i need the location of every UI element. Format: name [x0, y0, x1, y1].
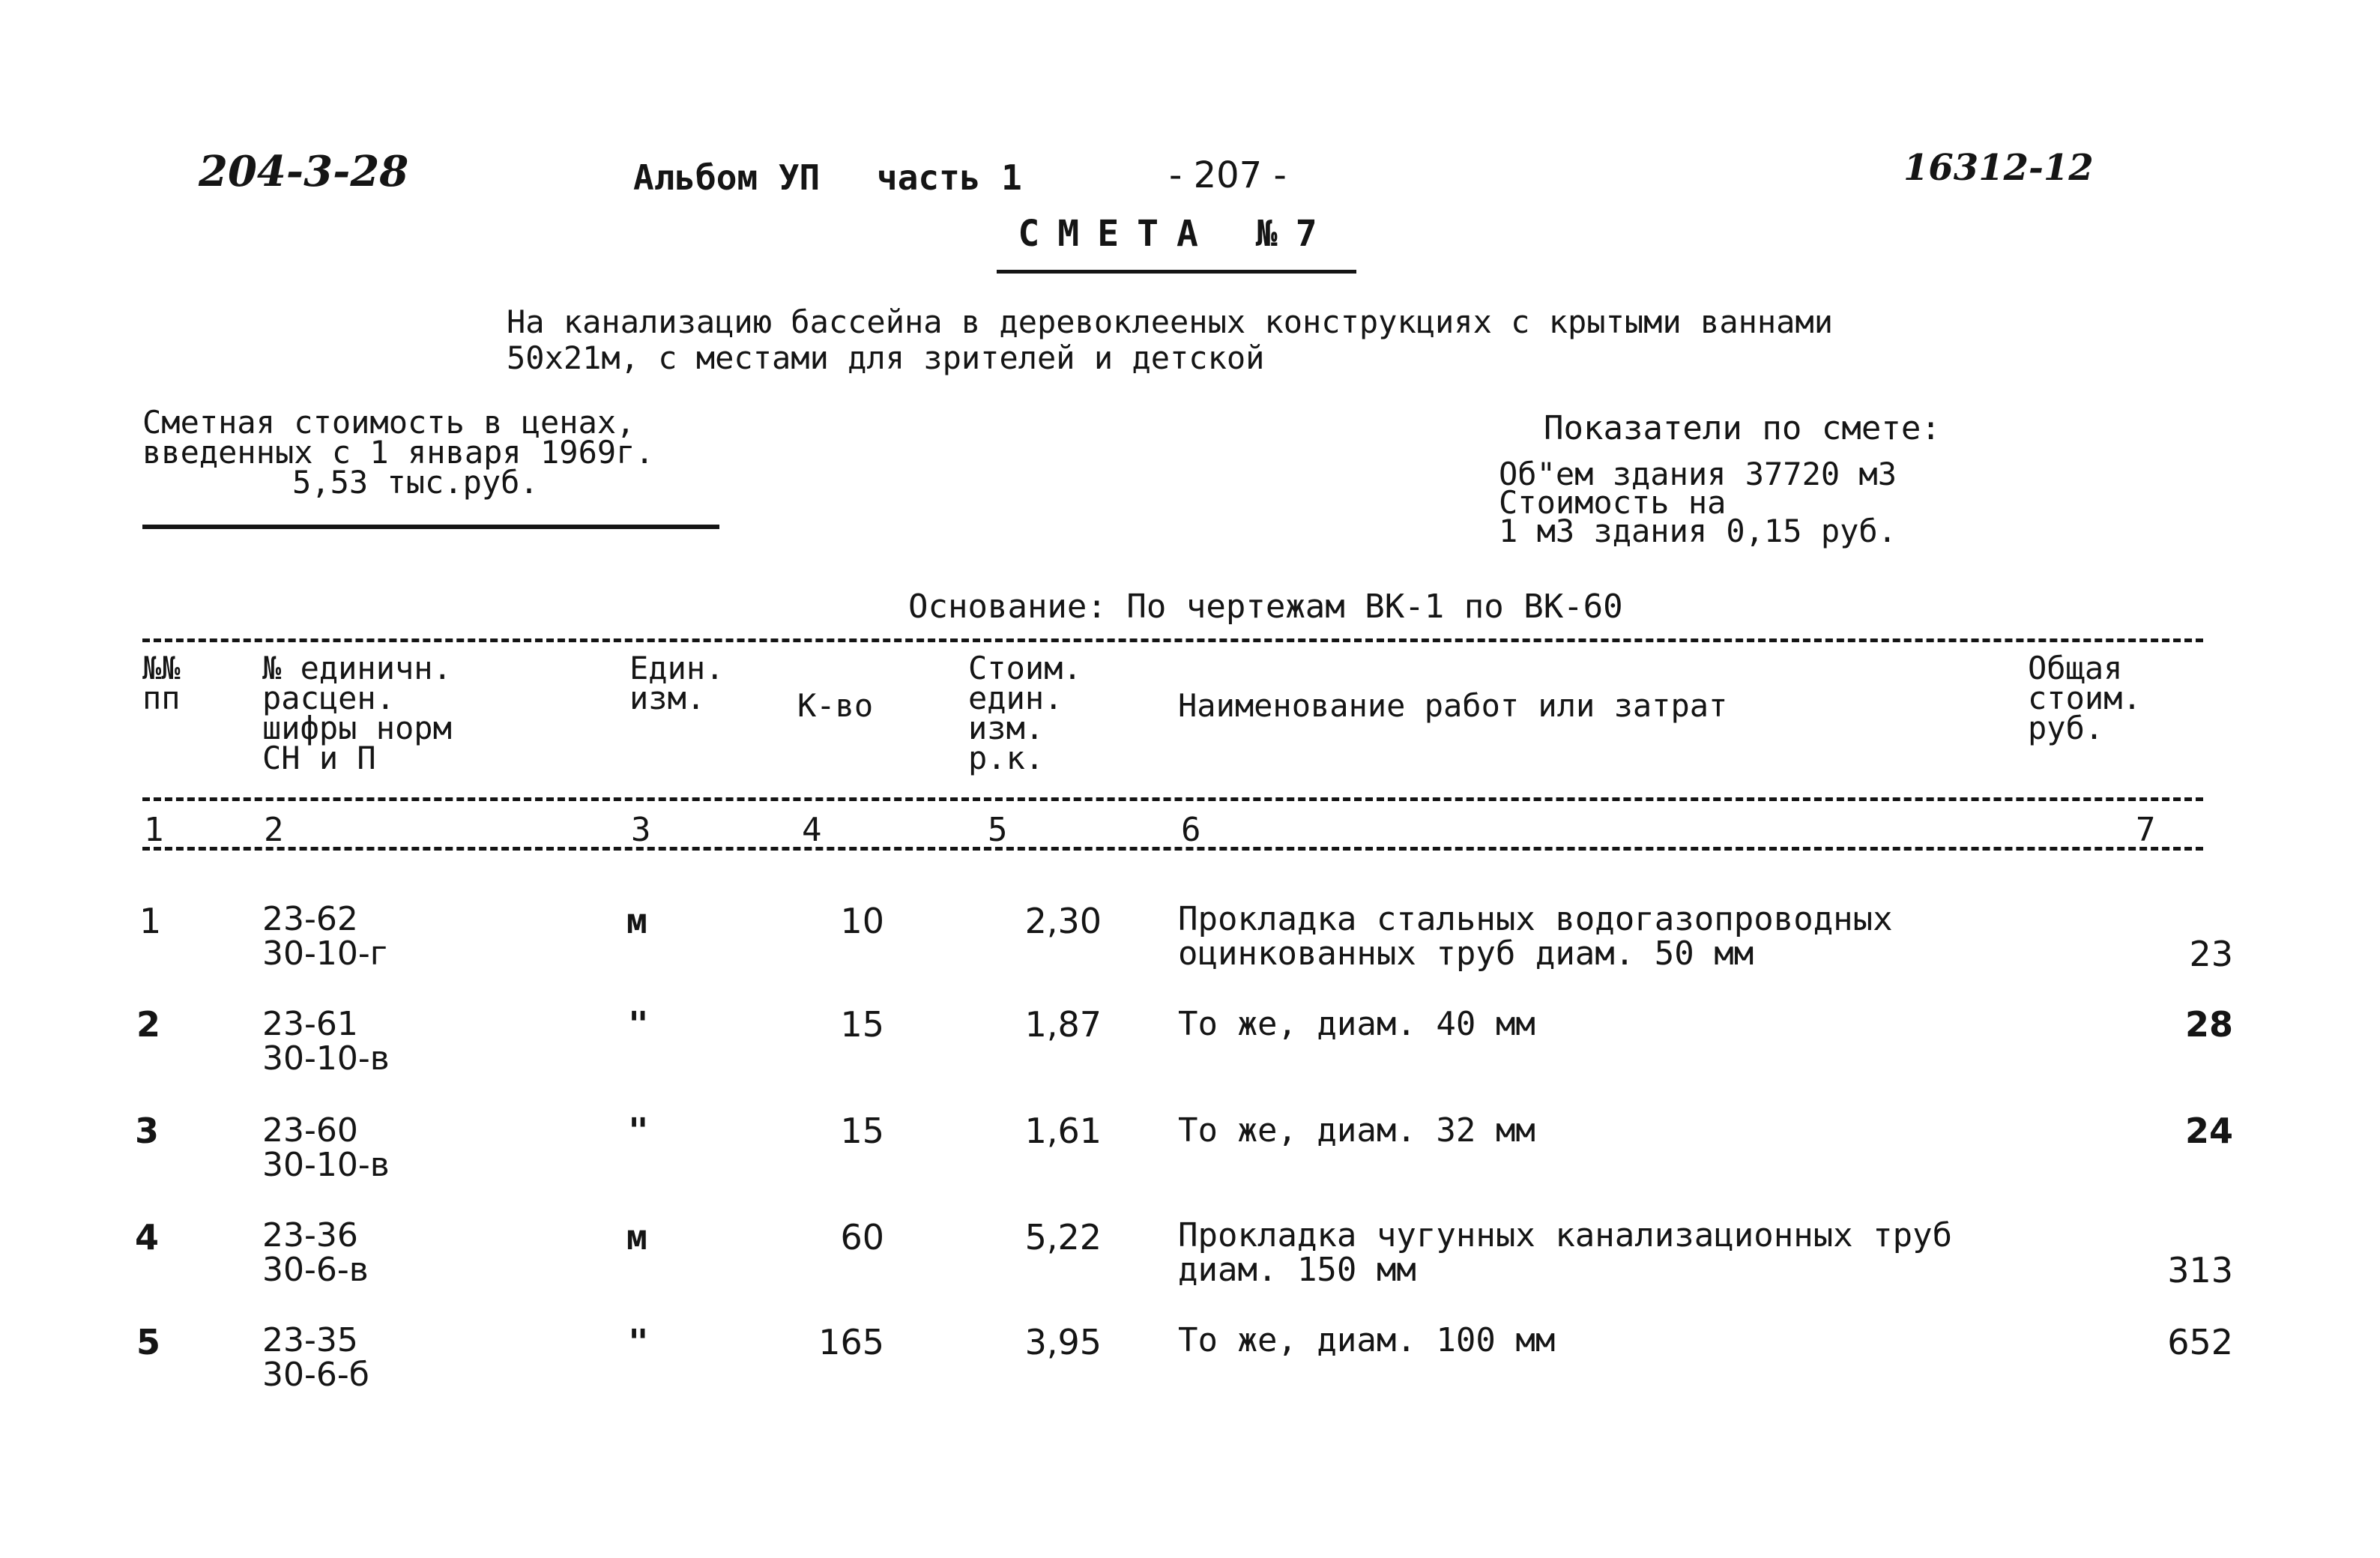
- table-row-total: 23: [2189, 934, 2233, 974]
- table-row-price: 5,22: [1024, 1217, 1102, 1257]
- estimate-cost: [142, 404, 654, 501]
- estimate-basis: Основание: По чертежам ВК-1 по ВК-60: [908, 588, 1623, 626]
- table-row-name: То же, диам. 100 мм: [1178, 1321, 1556, 1359]
- unit-cost-value: 1 м3 здания 0,15 руб.: [1499, 513, 1897, 549]
- table-row-unit: ": [628, 1322, 649, 1362]
- table-row-qty: 60: [840, 1217, 884, 1257]
- table-row-total: 652: [2167, 1322, 2233, 1362]
- table-row-qty: 15: [840, 1004, 884, 1045]
- table-row-unit: ": [628, 1004, 649, 1045]
- table-row-num: 5: [136, 1322, 161, 1362]
- table-row-qty: 15: [840, 1111, 884, 1151]
- header-col-4: К-во: [797, 687, 874, 724]
- table-row-num: 3: [135, 1111, 160, 1151]
- indicators-block: [1499, 456, 1897, 549]
- table-row-total: 28: [2184, 1004, 2233, 1045]
- table-row-name: Прокладка стальных водогазопроводных оцинкованных труб диам. 50 мм: [1178, 900, 1893, 973]
- column-number-3: 3: [631, 811, 651, 849]
- table-row-code: 23-36 30-6-в: [262, 1216, 369, 1289]
- title-block: [997, 213, 1356, 274]
- column-number-2: 2: [264, 811, 284, 849]
- column-number-6: 6: [1181, 811, 1201, 849]
- table-row-qty: 165: [818, 1322, 884, 1362]
- cost-underline: [142, 525, 719, 529]
- table-row-num: 2: [136, 1004, 161, 1045]
- table-row-price: 3,95: [1024, 1322, 1102, 1362]
- subject-line-1: На канализацию бассейна в деревоклееных конструкциях с крытыми ваннами: [507, 304, 1834, 340]
- table-row-unit: м: [626, 901, 647, 941]
- header-col-1: №№ пп: [142, 650, 181, 716]
- table-row-price: 1,87: [1024, 1004, 1102, 1045]
- header-col-3: Един. изм.: [629, 650, 725, 716]
- table-row-total: 313: [2167, 1250, 2233, 1290]
- building-volume: Об"ем здания 37720 м3: [1499, 456, 1897, 492]
- estimate-subject: [507, 304, 1833, 376]
- part-label: часть 1: [877, 157, 1022, 198]
- cost-value: 5,53 тыс.руб.: [292, 464, 539, 501]
- table-row-qty: 10: [840, 901, 884, 941]
- table-header-rule: [142, 797, 2203, 801]
- page-title: СМЕТА №7: [1018, 213, 1335, 255]
- table-row-total: 24: [2184, 1111, 2233, 1151]
- table-row-name: То же, диам. 32 мм: [1178, 1111, 1535, 1150]
- table-row-price: 1,61: [1024, 1111, 1102, 1151]
- header-col-6: Наименование работ или затрат: [1178, 687, 1728, 724]
- table-row-num: 1: [139, 901, 162, 941]
- header-col-2: № единичн. расцен. шифры норм СН и П: [262, 650, 452, 776]
- table-row-unit: м: [626, 1217, 647, 1257]
- title-underline: [997, 270, 1356, 274]
- header-col-5: Стоим. един. изм. р.к.: [968, 650, 1082, 776]
- column-number-5: 5: [988, 811, 1008, 849]
- table-row-unit: ": [628, 1111, 649, 1151]
- document-code-right: 16312-12: [1903, 147, 2094, 189]
- table-row-code: 23-60 30-10-в: [262, 1111, 390, 1184]
- table-row-name: То же, диам. 40 мм: [1178, 1005, 1535, 1043]
- table-row-code: 23-61 30-10-в: [262, 1005, 390, 1078]
- page-number: - 207 -: [1169, 154, 1287, 196]
- table-row-name: Прокладка чугунных канализационных труб диам. 150 мм: [1178, 1216, 1953, 1289]
- subject-line-2: 50х21м, с местами для зрителей и детской: [507, 339, 1265, 376]
- table-column-number-rule: [142, 847, 2203, 851]
- indicators-title: Показатели по смете:: [1544, 409, 1941, 447]
- table-row-num: 4: [135, 1217, 160, 1257]
- column-number-1: 1: [144, 811, 164, 849]
- cost-line-1: Сметная стоимость в ценах,: [142, 404, 635, 441]
- header-col-7: Общая стоим. руб.: [2028, 650, 2142, 746]
- album-label: Альбом УП: [633, 157, 821, 198]
- table-row-price: 2,30: [1024, 901, 1102, 941]
- unit-cost-label: Стоимость на: [1499, 484, 1727, 521]
- table-row-code: 23-62 30-10-г: [262, 900, 387, 973]
- table-row-code: 23-35 30-6-б: [262, 1321, 369, 1394]
- column-number-4: 4: [802, 811, 822, 849]
- document-code-left: 204-3-28: [199, 147, 409, 196]
- cost-line-2: введенных с 1 января 1969г.: [142, 434, 654, 471]
- column-number-7: 7: [2136, 811, 2156, 849]
- table-top-rule: [142, 638, 2203, 642]
